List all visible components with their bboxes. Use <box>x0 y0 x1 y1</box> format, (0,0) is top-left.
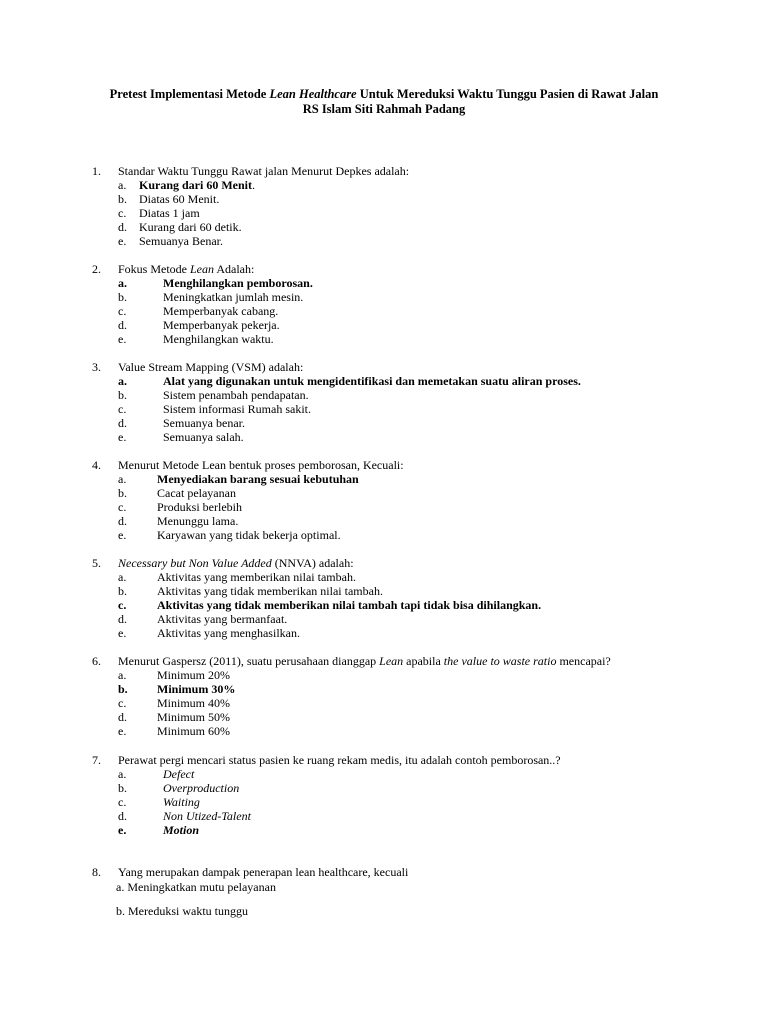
document-page: Pretest Implementasi Metode Lean Healthcare Untuk Mereduksi Waktu Tunggu Pasien di Rawat Jalan RS Islam Siti Rahmah Padang 1. Standar Waktu Tunggu Rawat jalan Menurut Depkes adalah: a. Kurang dari 60 Menit. b. Diatas 60 Menit. c. Diatas 1 jam d. Kurang dari 60 detik. e. Semuanya Benar. 2. Fokus Metode Lean Adalah: a. Menghilangkan pemborosan. b. Meningkatkan jumlah mesin. c. Memperbanyak cabang. d. Memperbanyak pekerja. e. Menghilangkan waktu. 3. Value Stream Mapping (VSM) adalah: a. Alat yang digunakan untuk mengidentifikasi dan memetakan suatu aliran proses. b. Sistem penambah pendapatan. c. Sistem informasi Rumah sakit. d. Semuanya benar. e. Semuanya salah. 4. Menurut Metode Lean bentuk proses pemborosan, Kecuali: a. Menyediakan barang sesuai kebutuhan b. Cacat pelayanan c. Produksi berlebih d. Menunggu lama. e. Karyawan yang tidak bekerja optimal. 5. Necessary but Non Value Added (NNVA) adalah: a. Aktivitas yang memberikan nilai tambah. b. Aktivitas yang tidak memberikan nilai tambah. c. Aktivitas yang tidak memberikan nilai tambah tapi tidak bisa dihilangkan. d. Aktivitas yang bermanfaat. e. Aktivitas yang menghasilkan. 6. Menurut Gaspersz (2011), suatu perusahaan dianggap Lean apabila the value to waste ratio mencapai? a. Minimum 20% b. Minimum 30% c. Minimum 40% d. Minimum 50% e. Minimum 60% 7. Perawat pergi mencari status pasien ke ruang rekam medis, itu adalah contoh pemborosan..? a. Defect b. Overproduction c. Waiting d. Non Utized-Talent e. Motion 8. Yang merupakan dampak penerapan lean healthcare, kecuali a. Meningkatkan mutu pelayanan b. Mereduksi waktu tunggu <box>0 0 768 1024</box>
document-title-line-1: Pretest Implementasi Metode Lean Healthcare Untuk Mereduksi Waktu Tunggu Pasien di Rawat Jalan <box>109 87 659 101</box>
question-6: 6. Menurut Gaspersz (2011), suatu perusahaan dianggap Lean apabila the value to waste ratio mencapai? <box>92 654 611 668</box>
document-title-line-2: RS Islam Siti Rahmah Padang <box>302 102 466 116</box>
question-text: Standar Waktu Tunggu Rawat jalan Menurut Depkes adalah: <box>118 164 410 178</box>
title-emphasis: Lean Healthcare <box>269 87 357 101</box>
question-1: 1. Standar Waktu Tunggu Rawat jalan Menurut Depkes adalah: <box>92 164 410 178</box>
option-8b: b. Mereduksi waktu tunggu <box>116 904 248 918</box>
question-5: 5. Necessary but Non Value Added (NNVA) adalah: <box>92 556 354 570</box>
question-4: 4. Menurut Metode Lean bentuk proses pemborosan, Kecuali: <box>92 458 404 472</box>
question-8: 8. Yang merupakan dampak penerapan lean healthcare, kecuali <box>92 865 409 879</box>
question-7: 7. Perawat pergi mencari status pasien ke ruang rekam medis, itu adalah contoh pemborosan..? <box>92 753 561 767</box>
question-3: 3. Value Stream Mapping (VSM) adalah: <box>92 360 304 374</box>
option-8a: a. Meningkatkan mutu pelayanan <box>116 880 276 894</box>
question-2: 2. Fokus Metode Lean Adalah: <box>92 262 255 276</box>
